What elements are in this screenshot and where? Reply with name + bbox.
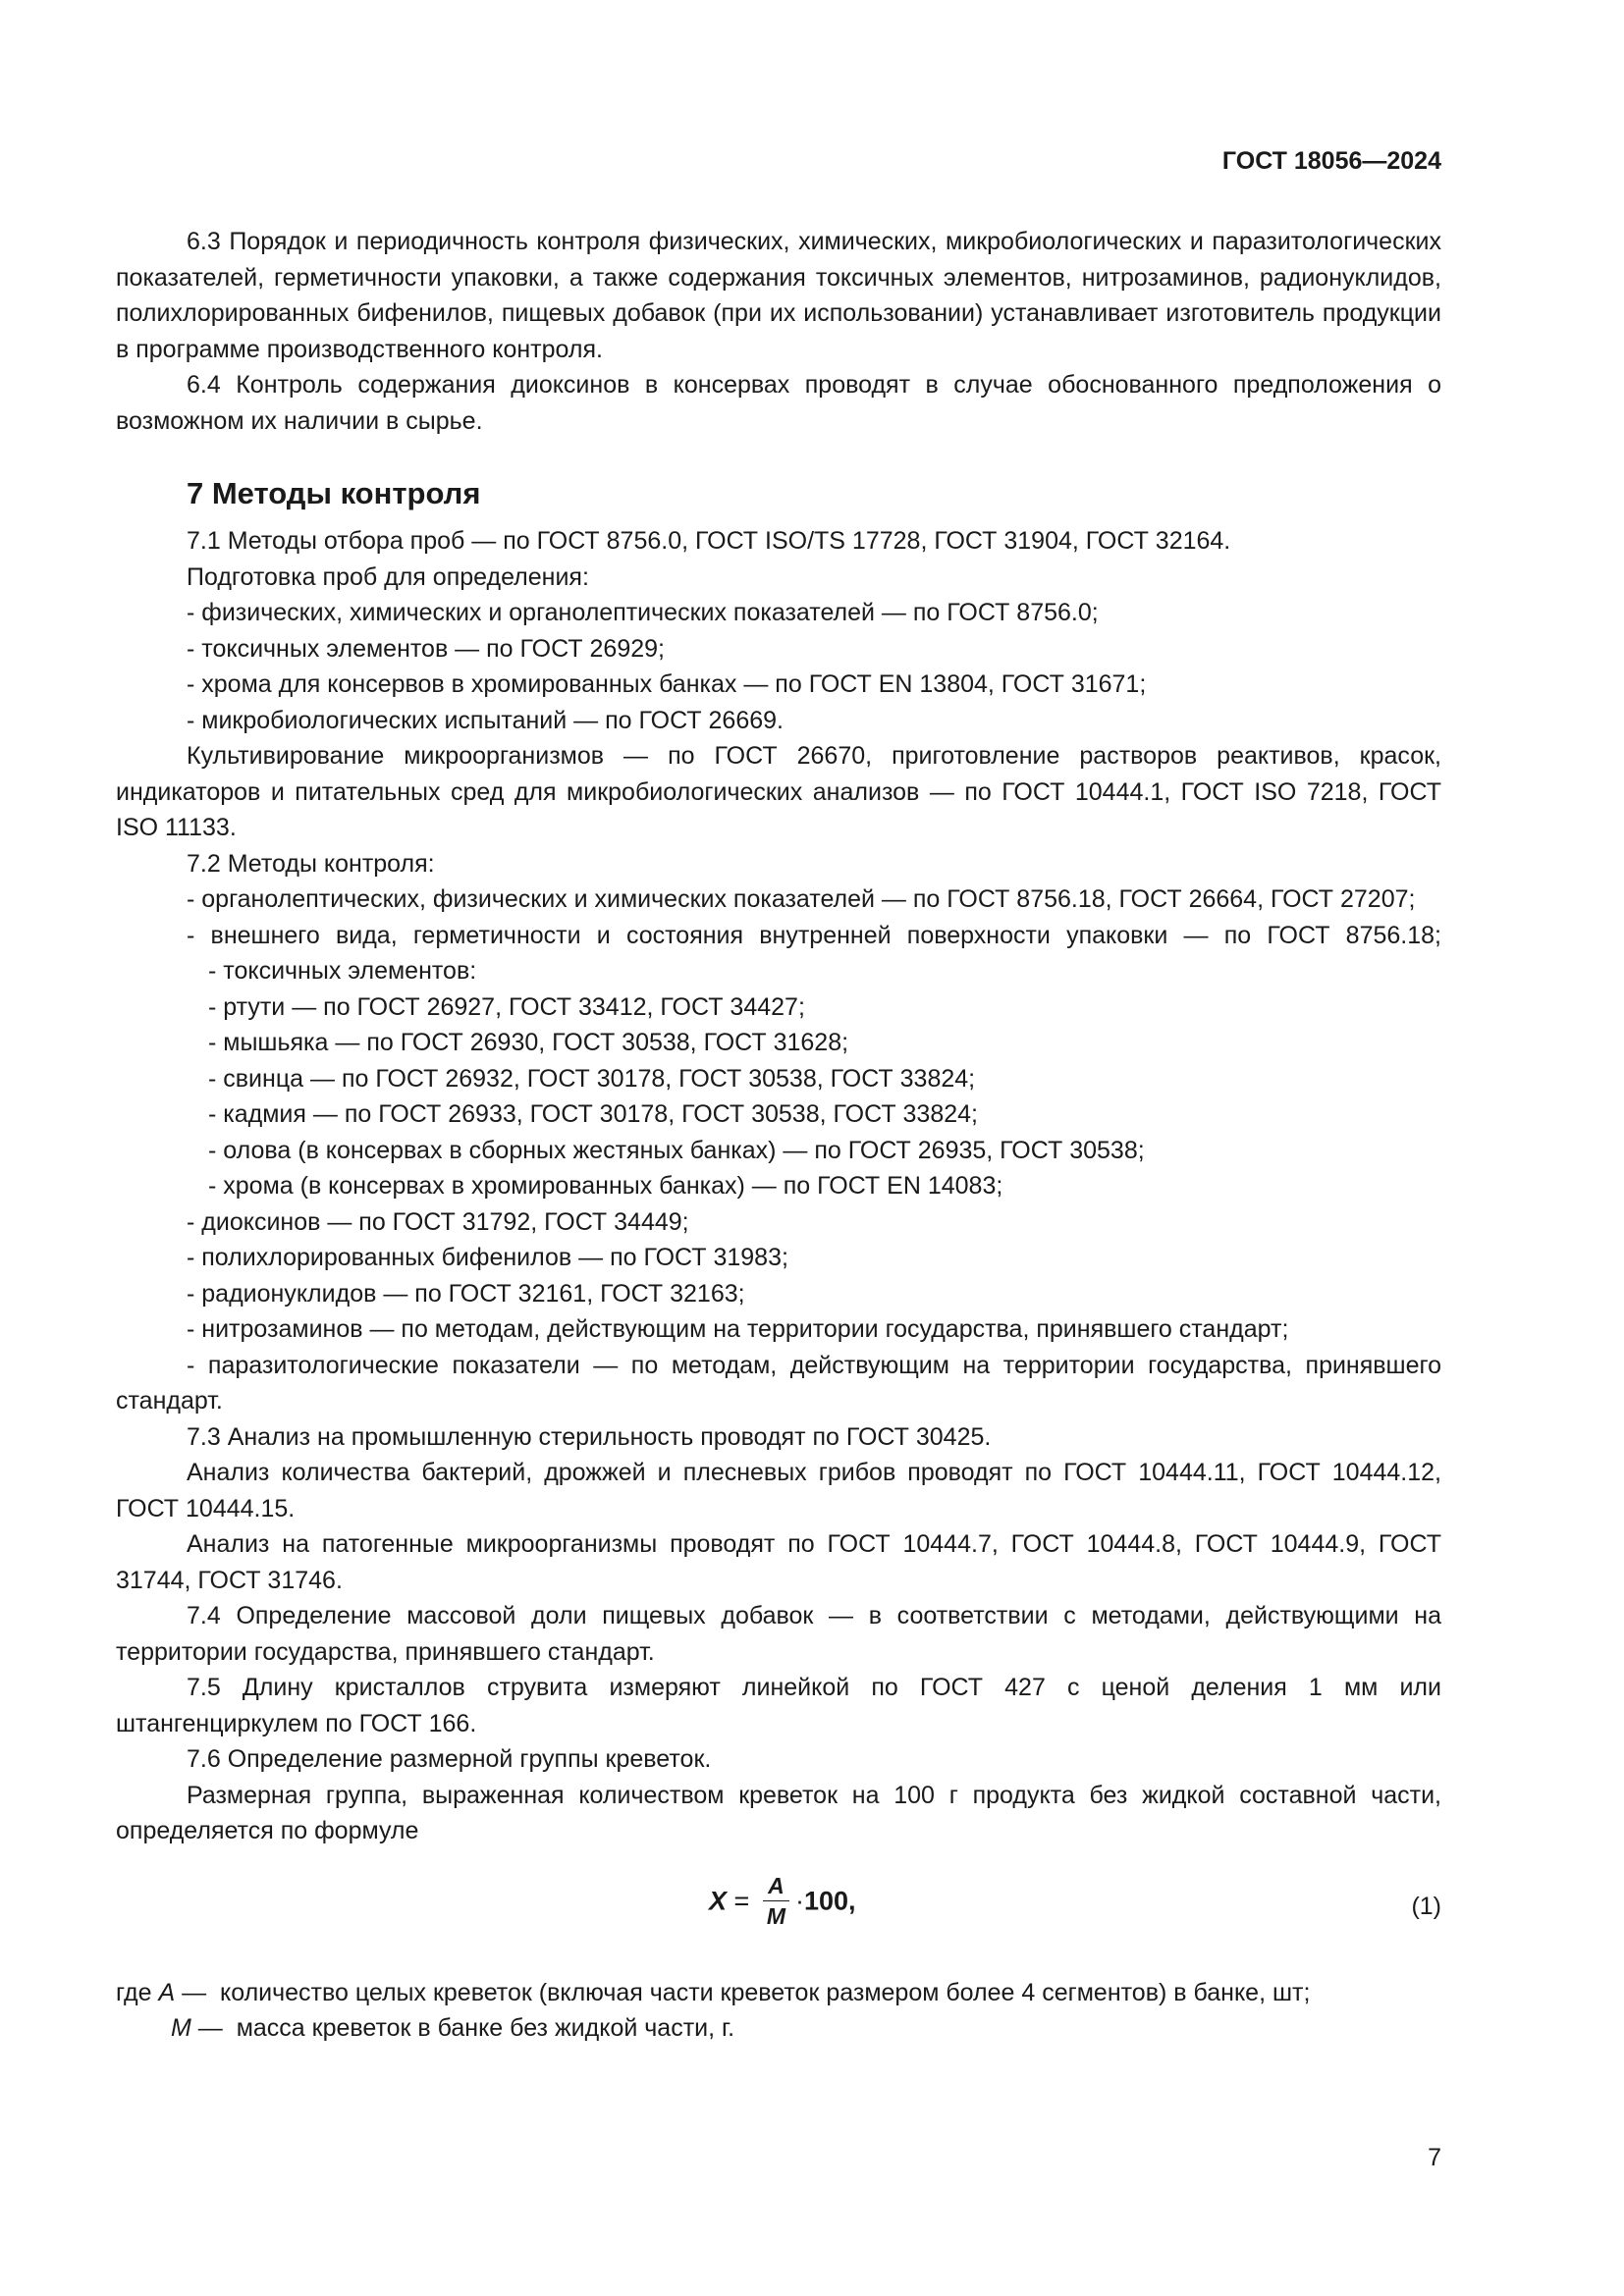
formula-denominator: M [766, 1902, 785, 1929]
legend-text-m: масса креветок в банке без жидкой части, г. [236, 2014, 735, 2042]
legend-dash: — [190, 2014, 230, 2042]
formula-lhs: X [709, 1885, 728, 1915]
legend-dash: — [175, 1978, 214, 2006]
paragraph-7-1-prep: Подготовка проб для определения: [187, 562, 589, 591]
legend-prefix: где [116, 1978, 152, 2006]
list-item: - хрома для консервов в хромированных банках — по ГОСТ EN 13804, ГОСТ 31671; [187, 670, 1147, 698]
document-body [116, 224, 1441, 2047]
list-item: - ртути — по ГОСТ 26927, ГОСТ 33412, ГОСТ 34427; [208, 992, 805, 1021]
list-item: - хрома (в консервах в хромированных банках) — по ГОСТ EN 14083; [208, 1172, 1003, 1200]
list-item: - мышьяка — по ГОСТ 26930, ГОСТ 30538, ГОСТ 31628; [208, 1029, 849, 1056]
paragraph-7-6-description: Размерная группа, выраженная количеством креветок на 100 г продукта без жидкой составной части, определяется по формуле [116, 1781, 1441, 1844]
paragraph-6-3: 6.3 Порядок и периодичность контроля физических, химических, микробиологических и паразитологических показателей, герметичности упаковки, а также содержания токсичных элементов, нитрозаминов, радионуклидов, полихлорированных бифенилов, пищевых добавок (при их использовании) устанавливает изготовитель продукции в программе производственного контроля. [116, 228, 1441, 363]
section-7-heading: 7 Методы контроля [187, 476, 481, 510]
paragraph-7-3-pathogens: Анализ на патогенные микроорганизмы проводят по ГОСТ 10444.7, ГОСТ 10444.8, ГОСТ 10444.9, ГОСТ 31744, ГОСТ 31746. [116, 1530, 1441, 1594]
list-item: - токсичных элементов — по ГОСТ 26929; [187, 634, 665, 663]
formula [709, 1871, 856, 1931]
equation-number: (1) [1411, 1892, 1441, 1920]
list-item: - полихлорированных бифенилов — по ГОСТ 31983; [187, 1244, 788, 1271]
paragraph-7-6: 7.6 Определение размерной группы креветок. [187, 1745, 712, 1773]
list-item: - диоксинов — по ГОСТ 31792, ГОСТ 34449; [187, 1207, 689, 1236]
list-item: - физических, химических и органолептических показателей — по ГОСТ 8756.0; [187, 599, 1099, 626]
list-item: - паразитологические показатели — по методам, действующим на территории государства, принявшего стандарт. [116, 1351, 1441, 1415]
formula-block [116, 1863, 1441, 1953]
paragraph-6-4: 6.4 Контроль содержания диоксинов в консервах проводят в случае обоснованного предположения о возможном их наличии в сырье. [116, 371, 1441, 435]
list-item: - нитрозаминов — по методам, действующим на территории государства, принявшего стандарт; [187, 1315, 1289, 1343]
paragraph-7-5: 7.5 Длину кристаллов струвита измеряют линейкой по ГОСТ 427 с ценой деления 1 мм или штангенциркулем по ГОСТ 166. [116, 1674, 1441, 1737]
document-code-header: ГОСТ 18056—2024 [1221, 147, 1441, 175]
paragraph-7-1: 7.1 Методы отбора проб — по ГОСТ 8756.0, ГОСТ ISO/TS 17728, ГОСТ 31904, ГОСТ 32164. [187, 527, 1231, 555]
list-item: - олова (в консервах в сборных жестяных банках) — по ГОСТ 26935, ГОСТ 30538; [208, 1136, 1145, 1164]
legend-symbol-m: M [171, 2014, 191, 2042]
paragraph-7-3-bacteria: Анализ количества бактерий, дрожжей и плесневых грибов проводят по ГОСТ 10444.11, ГОСТ 10444.12, ГОСТ 10444.15. [116, 1459, 1441, 1522]
formula-times: · [795, 1885, 804, 1915]
legend-text-a: количество целых креветок (включая части креветок размером более 4 сегментов) в банке, шт; [220, 1978, 1311, 2006]
list-item: - радионуклидов — по ГОСТ 32161, ГОСТ 32163; [187, 1279, 745, 1308]
list-item: - микробиологических испытаний — по ГОСТ 26669. [187, 706, 784, 734]
paragraph-7-3: 7.3 Анализ на промышленную стерильность проводят по ГОСТ 30425. [187, 1422, 992, 1451]
formula-numerator: A [763, 1871, 789, 1901]
page-number: 7 [1428, 2144, 1441, 2171]
formula-legend-a [116, 1975, 1441, 2011]
legend-symbol-a: A [158, 1978, 176, 2006]
list-item: - кадмия — по ГОСТ 26933, ГОСТ 30178, ГОСТ 30538, ГОСТ 33824; [208, 1100, 978, 1128]
paragraph-7-4: 7.4 Определение массовой доли пищевых добавок — в соответствии с методами, действующими на территории государства, принявшего стандарт. [116, 1602, 1441, 1666]
formula-legend-m [116, 2010, 1441, 2047]
paragraph-7-2: 7.2 Методы контроля: [187, 849, 435, 878]
formula-multiplier: 100, [804, 1885, 856, 1915]
formula-fraction [763, 1871, 789, 1931]
list-item: - внешнего вида, герметичности и состояния внутренней поверхности упаковки — по ГОСТ 8756.18; [187, 921, 1441, 949]
paragraph-7-1-cultivation: Культивирование микроорганизмов — по ГОСТ 26670, приготовление растворов реактивов, красок, индикаторов и питательных сред для микробиологических анализов — по ГОСТ 10444.1, ГОСТ ISO 7218, ГОСТ ISO 11133. [116, 742, 1441, 841]
formula-equals: = [733, 1885, 750, 1915]
list-item: - токсичных элементов: [208, 957, 477, 985]
list-item: - органолептических, физических и химических показателей — по ГОСТ 8756.18, ГОСТ 26664, ГОСТ 27207; [187, 885, 1416, 913]
list-item: - свинца — по ГОСТ 26932, ГОСТ 30178, ГОСТ 30538, ГОСТ 33824; [208, 1064, 976, 1093]
